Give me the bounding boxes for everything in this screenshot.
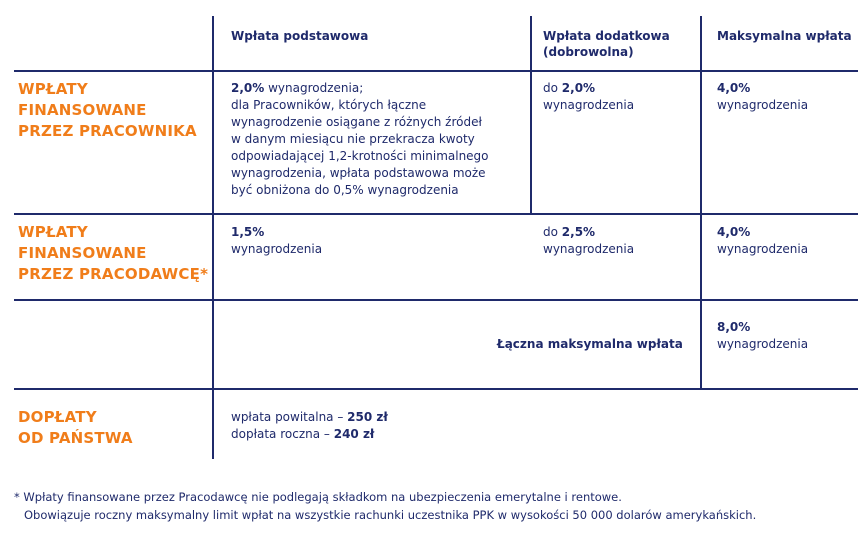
table-divider-vertical-1 [212, 16, 214, 459]
table-divider-horizontal-4 [14, 388, 858, 390]
cell-total-max [717, 319, 808, 353]
row-label-employer [18, 222, 208, 285]
employee-basic-rate: 2,0% [231, 81, 265, 95]
cell-state-payments [231, 409, 388, 443]
employer-basic-suffix: wynagrodzenia [231, 242, 323, 256]
cell-employee-max [717, 80, 808, 114]
employee-basic-note-line-5: wynagrodzenia, wpłata podstawowa może [231, 166, 486, 180]
header-additional-line-1: Wpłata dodatkowa [543, 29, 670, 43]
employer-max-suffix: wynagrodzenia [717, 242, 809, 256]
row-label-employee [18, 79, 197, 142]
table-divider-horizontal-3 [14, 299, 858, 301]
employer-additional-rate-line [543, 224, 634, 241]
row-label-employer-line-3: PRZEZ PRACODAWCĘ* [18, 265, 209, 283]
total-max-rate: 8,0% [717, 320, 751, 334]
row-label-state-line-2: OD PAŃSTWA [18, 429, 133, 447]
header-additional-line-2: (dobrowolna) [543, 45, 634, 59]
state-welcome-amount: 250 zł [347, 410, 388, 424]
employee-basic-note-line-1: dla Pracowników, których łączne [231, 98, 427, 112]
employee-basic-note-line-2: wynagrodzenie osiągane z różnych źródeł [231, 115, 482, 129]
employer-additional-rate: 2,5% [561, 225, 596, 239]
employee-max-rate: 4,0% [717, 81, 751, 95]
row-label-employer-line-1: WPŁATY [18, 223, 88, 241]
table-divider-vertical-3 [700, 16, 702, 388]
cell-employee-additional [543, 80, 634, 114]
cell-employer-max [717, 224, 808, 258]
employer-max-rate: 4,0% [717, 225, 751, 239]
total-max-label: Łączna maksymalna wpłata [497, 337, 683, 351]
footnote-line-1: * Wpłaty finansowane przez Pracodawcę nie podlegają składkom na ubezpieczenia emerytalne i rentowe. [14, 490, 622, 504]
employee-additional-prefix: do [543, 81, 562, 95]
employer-basic-rate: 1,5% [231, 225, 265, 239]
cell-employee-basic [231, 80, 526, 199]
header-max-contribution: Maksymalna wpłata [717, 29, 852, 43]
cell-employer-basic [231, 224, 322, 258]
row-label-state [18, 407, 133, 449]
row-label-employee-line-3: PRZEZ PRACOWNIKA [18, 122, 197, 140]
table-divider-horizontal-1 [14, 70, 858, 72]
header-basic-contribution: Wpłata podstawowa [231, 29, 369, 43]
cell-employee-basic-first-line [231, 80, 526, 97]
employee-basic-rate-suffix: wynagrodzenia; [264, 81, 364, 95]
employee-basic-note-line-3: w danym miesiącu nie przekracza kwoty [231, 132, 475, 146]
state-annual-text: dopłata roczna – [231, 427, 334, 441]
employee-max-suffix: wynagrodzenia [717, 98, 809, 112]
state-annual-line [231, 426, 388, 443]
table-divider-vertical-2 [530, 16, 532, 214]
header-additional-contribution [543, 28, 670, 60]
employee-additional-rate-line [543, 80, 634, 97]
row-label-employee-line-2: FINANSOWANE [18, 101, 147, 119]
state-welcome-text: wpłata powitalna – [231, 410, 348, 424]
employee-basic-note-line-4: odpowiadającej 1,2-krotności minimalnego [231, 149, 489, 163]
table-divider-horizontal-2 [14, 213, 858, 215]
row-label-employer-line-2: FINANSOWANE [18, 244, 147, 262]
employee-basic-note-line-6: być obniżona do 0,5% wynagrodzenia [231, 183, 459, 197]
total-max-suffix: wynagrodzenia [717, 337, 809, 351]
employee-additional-rate: 2,0% [561, 81, 596, 95]
cell-employer-additional [543, 224, 634, 258]
employee-additional-suffix: wynagrodzenia [543, 98, 635, 112]
state-annual-amount: 240 zł [333, 427, 375, 441]
employer-additional-suffix: wynagrodzenia [543, 242, 635, 256]
row-label-state-line-1: DOPŁATY [18, 408, 97, 426]
footnote-line-2: Obowiązuje roczny maksymalny limit wpłat na wszystkie rachunki uczestnika PPK w wysokości 50 000 dolarów amerykańskich. [24, 508, 757, 522]
employer-additional-prefix: do [543, 225, 562, 239]
row-label-employee-line-1: WPŁATY [18, 80, 88, 98]
state-welcome-line [231, 409, 388, 426]
